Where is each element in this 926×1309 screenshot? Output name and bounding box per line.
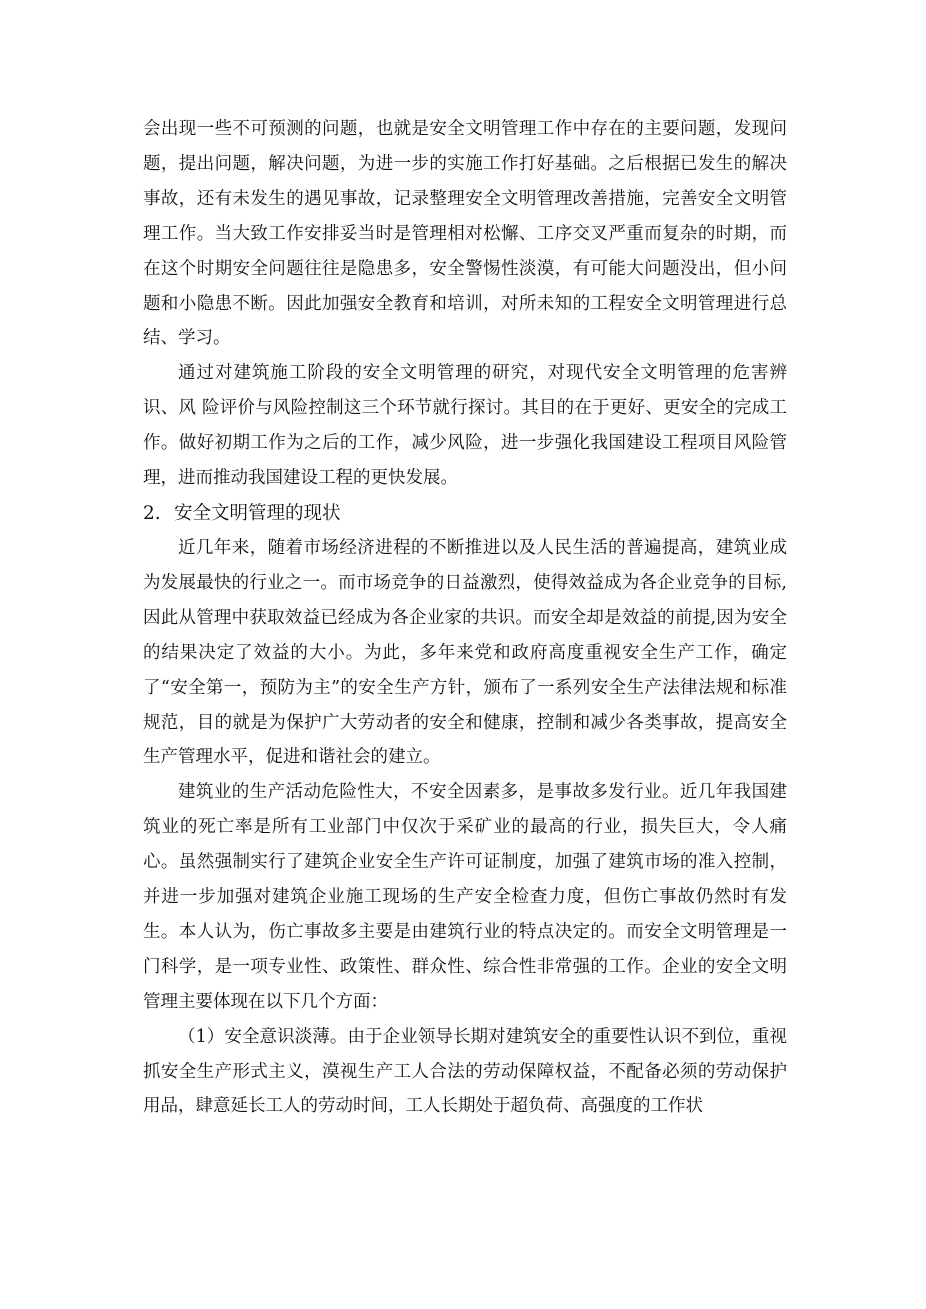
document-page [143,112,787,1124]
paragraph-2: 通过对建筑施工阶段的安全文明管理的研究，对现代安全文明管理的危害辨识、风 险评价与风险控制这三个环节就行探讨。其目的在于更好、更安全的完成工作。做好初期工作为之后的工作，减少风险，进一步强化我国建设工程项目风险管理，进而推动我国建设工程的更快发展。 [143,363,787,489]
paragraph-3: 近几年来，随着市场经济进程的不断推进以及人民生活的普遍提高，建筑业成为发展最快的行业之一。而市场竞争的日益激烈，使得效益成为各企业竞争的目标,因此从管理中获取效益已经成为各企业家的共识。而安全却是效益的前提,因为安全的结果决定了效益的大小。为此，多年来党和政府高度重视安全生产工作，确定了“安全第一，预防为主”的安全生产方针，颁布了一系列安全生产法律法规和标准规范，目的就是为保护广大劳动者的安全和健康，控制和减少各类事故，提高安全生产管理水平，促进和谐社会的建立。 [143,537,787,768]
paragraph-4: 建筑业的生产活动危险性大，不安全因素多，是事故多发行业。近几年我国建筑业的死亡率是所有工业部门中仅次于采矿业的最高的行业，损失巨大，令人痛心。虽然强制实行了建筑企业安全生产许可证制度，加强了建筑市场的准入控制，并进一步加强对建筑企业施工现场的生产安全检查力度，但伤亡事故仍然时有发生。本人认为，伤亡事故多主要是由建筑行业的特点决定的。而安全文明管理是一门科学，是一项专业性、政策性、群众性、综合性非常强的工作。企业的安全文明管理主要体现在以下几个方面： [143,782,787,1012]
paragraph-1: 会出现一些不可预测的问题，也就是安全文明管理工作中存在的主要问题，发现问题，提出问题，解决问题，为进一步的实施工作打好基础。之后根据已发生的解决事故，还有未发生的遇见事故，记录整理安全文明管理改善措施，完善安全文明管理工作。当大致工作安排妥当时是管理相对松懈、工序交叉严重而复杂的时期，而在这个时期安全问题往往是隐患多，安全警惕性淡漠，有可能大问题没出，但小问题和小隐患不断。因此加强安全教育和培训，对所未知的工程安全文明管理进行总结、学习。 [143,119,787,349]
section-title: 安全文明管理的现状 [174,502,341,524]
paragraph-5: （1）安全意识淡薄。由于企业领导长期对建筑安全的重要性认识不到位，重视抓安全生产形式主义，漠视生产工人合法的劳动保障权益，不配备必须的劳动保护用品，肆意延长工人的劳动时间，工人长期处于超负荷、高强度的工作状 [143,1026,787,1117]
section-number: 2. [143,502,161,524]
section-heading [143,496,787,531]
